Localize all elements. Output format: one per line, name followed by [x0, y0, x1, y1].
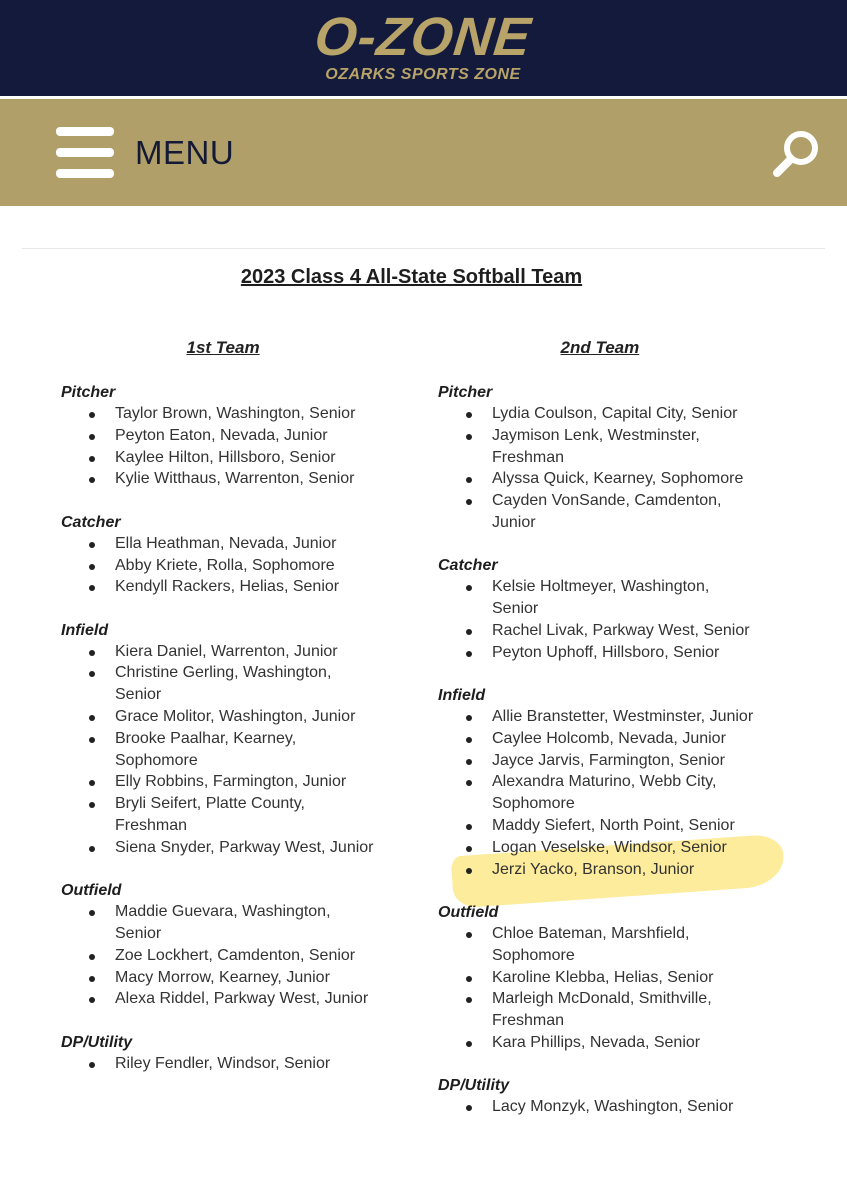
- player-entry: Kelsie Holtmeyer, Washington,: [492, 578, 710, 596]
- bullet-icon: [466, 976, 472, 982]
- player-entry: Riley Fendler, Windsor, Senior: [115, 1054, 331, 1072]
- player-entry: Freshman: [492, 1012, 565, 1030]
- player-entry: Macy Morrow, Kearney, Junior: [115, 968, 330, 986]
- bullet-icon: [89, 802, 95, 808]
- hamburger-menu-icon[interactable]: [56, 127, 114, 179]
- bullet-icon: [89, 477, 95, 483]
- bullet-icon: [466, 780, 472, 786]
- bullet-icon: [466, 759, 472, 765]
- position-label: Outfield: [438, 903, 499, 921]
- player-entry: Logan Veselske, Windsor, Senior: [492, 838, 727, 856]
- player-entry: Abby Kriete, Rolla, Sophomore: [115, 556, 335, 574]
- menu-bar: [0, 99, 847, 206]
- bullet-icon: [89, 997, 95, 1003]
- player-entry: Freshman: [115, 817, 188, 834]
- logo-wordmark: O-ZONE: [311, 7, 535, 67]
- player-entry: Taylor Brown, Washington, Senior: [115, 405, 356, 422]
- position-label: Outfield: [61, 882, 122, 900]
- player-entry: Caylee Holcomb, Nevada, Junior: [492, 729, 726, 747]
- player-entry: Ella Heathman, Nevada, Junior: [115, 534, 337, 552]
- position-label: DP/Utility: [61, 1033, 133, 1051]
- hamburger-line: [56, 148, 114, 157]
- player-entry: Jayce Jarvis, Farmington, Senior: [492, 751, 725, 769]
- player-entry: Bryli Seifert, Platte County,: [115, 795, 305, 813]
- player-entry: Cayden VonSande, Camdenton,: [492, 492, 722, 510]
- bullet-icon: [89, 715, 95, 721]
- bullet-icon: [89, 650, 95, 656]
- team-heading: 1st Team: [186, 338, 260, 357]
- player-entry: Kylie Witthaus, Warrenton, Senior: [115, 470, 355, 488]
- bullet-icon: [466, 629, 472, 635]
- bullet-icon: [466, 824, 472, 830]
- bullet-icon: [89, 954, 95, 960]
- player-entry: Senior: [115, 686, 162, 704]
- position-label: Infield: [61, 621, 109, 639]
- bullet-icon: [89, 434, 95, 440]
- bullet-icon: [466, 499, 472, 505]
- bullet-icon: [466, 477, 472, 483]
- bullet-icon: [466, 1041, 472, 1047]
- player-entry: Alyssa Quick, Kearney, Sophomore: [492, 470, 744, 488]
- player-entry: Senior: [115, 924, 162, 942]
- player-entry: Brooke Paalhar, Kearney,: [115, 729, 297, 747]
- player-entry: Maddy Siefert, North Point, Senior: [492, 817, 735, 834]
- bullet-icon: [466, 932, 472, 938]
- player-entry: Christine Gerling, Washington,: [115, 664, 332, 682]
- bullet-icon: [89, 412, 95, 418]
- player-entry: Kiera Daniel, Warrenton, Junior: [115, 642, 338, 660]
- player-entry: Sophomore: [115, 751, 198, 769]
- position-label: Infield: [438, 687, 486, 704]
- player-entry: Grace Molitor, Washington, Junior: [115, 708, 356, 725]
- player-entry: Kaylee Hilton, Hillsboro, Senior: [115, 448, 336, 466]
- player-entry: Peyton Uphoff, Hillsboro, Senior: [492, 643, 720, 661]
- ozone-logo[interactable]: [303, 7, 543, 88]
- content-divider: [22, 248, 825, 249]
- bullet-icon: [466, 846, 472, 852]
- position-label: Catcher: [61, 513, 121, 531]
- position-label: DP/Utility: [438, 1077, 510, 1095]
- bullet-icon: [89, 910, 95, 916]
- player-entry: Lydia Coulson, Capital City, Senior: [492, 405, 738, 422]
- bullet-icon: [466, 434, 472, 440]
- menu-button-label[interactable]: MENU: [135, 134, 235, 171]
- player-entry: Junior: [492, 514, 536, 531]
- bullet-icon: [89, 564, 95, 570]
- position-label: Catcher: [438, 557, 498, 575]
- player-entry: Peyton Eaton, Nevada, Junior: [115, 426, 328, 444]
- page-title: 2023 Class 4 All-State Softball Team: [240, 266, 583, 288]
- player-entry: Lacy Monzyk, Washington, Senior: [492, 1098, 734, 1116]
- bullet-icon: [89, 737, 95, 743]
- player-entry: Chloe Bateman, Marshfield,: [492, 924, 690, 942]
- bullet-icon: [89, 780, 95, 786]
- player-entry: Jaymison Lenk, Westminster,: [492, 426, 700, 444]
- player-entry: Sophomore: [492, 795, 575, 813]
- bullet-icon: [89, 671, 95, 677]
- bullet-icon: [466, 737, 472, 743]
- team-heading: 2nd Team: [560, 338, 640, 357]
- logo-tagline: OZARKS SPORTS ZONE: [325, 66, 521, 83]
- bullet-icon: [466, 997, 472, 1003]
- bullet-icon: [89, 846, 95, 852]
- player-entry: Karoline Klebba, Helias, Senior: [492, 968, 714, 986]
- position-label: Pitcher: [438, 384, 493, 401]
- search-icon[interactable]: [772, 128, 822, 178]
- player-entry: Elly Robbins, Farmington, Junior: [115, 773, 347, 791]
- player-entry: Maddie Guevara, Washington,: [115, 903, 331, 921]
- player-entry: Kendyll Rackers, Helias, Senior: [115, 578, 340, 596]
- bullet-icon: [89, 456, 95, 462]
- player-entry: Allie Branstetter, Westminster, Junior: [492, 708, 754, 725]
- player-entry: Jerzi Yacko, Branson, Junior: [492, 860, 695, 878]
- player-entry: Marleigh McDonald, Smithville,: [492, 990, 712, 1008]
- player-entry: Alexandra Maturino, Webb City,: [492, 773, 717, 791]
- player-entry: Zoe Lockhert, Camdenton, Senior: [115, 946, 356, 964]
- player-entry: Alexa Riddel, Parkway West, Junior: [115, 990, 369, 1008]
- bullet-icon: [466, 651, 472, 657]
- bullet-icon: [89, 1062, 95, 1068]
- bullet-icon: [89, 585, 95, 591]
- bullet-icon: [89, 976, 95, 982]
- site-header: [0, 0, 847, 99]
- bullet-icon: [466, 412, 472, 418]
- player-entry: Freshman: [492, 448, 565, 466]
- player-entry: Senior: [492, 600, 539, 618]
- player-entry: Sophomore: [492, 946, 575, 964]
- bullet-icon: [89, 542, 95, 548]
- player-entry: Siena Snyder, Parkway West, Junior: [115, 838, 374, 856]
- player-entry: Rachel Livak, Parkway West, Senior: [492, 621, 750, 639]
- position-label: Pitcher: [61, 384, 116, 401]
- bullet-icon: [466, 1105, 472, 1111]
- player-entry: Kara Phillips, Nevada, Senior: [492, 1033, 701, 1051]
- bullet-icon: [466, 585, 472, 591]
- bullet-icon: [466, 715, 472, 721]
- hamburger-line: [56, 127, 114, 136]
- hamburger-line: [56, 169, 114, 178]
- bullet-icon: [466, 868, 472, 874]
